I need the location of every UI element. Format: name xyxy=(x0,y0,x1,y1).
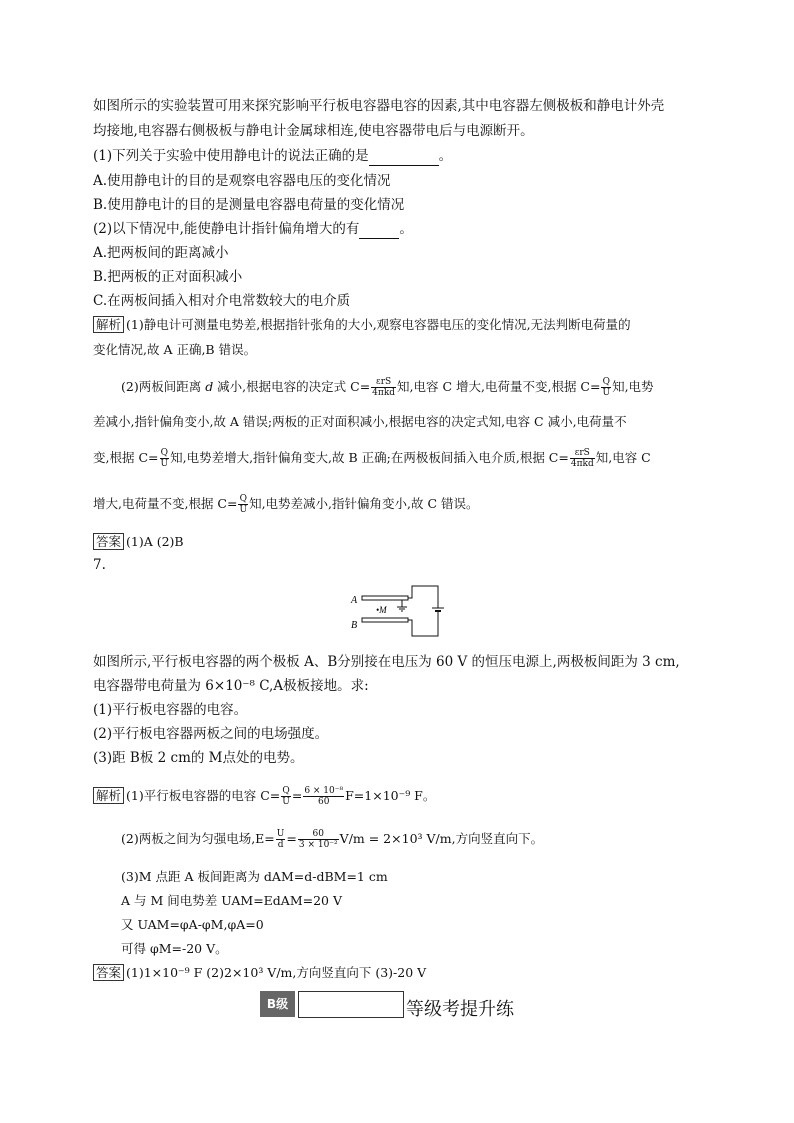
q-over-u-formula: $\frac{Q}{U}$ xyxy=(160,448,169,469)
plate-b xyxy=(362,618,408,622)
q-over-u-formula: $\frac{Q}{U}$ xyxy=(602,377,611,398)
section-title: 等级考提升练 xyxy=(406,999,514,1020)
q6-analysis-line6: 增大,电荷量不变,根据 C= $\frac{Q}{U}$ 知,电势差减小,指针偏角变小,故 C 错误。 xyxy=(93,494,479,515)
answer-tag: 答案 xyxy=(93,964,124,981)
q-over-u-formula: $\frac{Q}{U}$ xyxy=(282,786,290,807)
q7-number: 7. xyxy=(93,557,106,573)
q6-part2-option-b: B.把两板的正对面积减小 xyxy=(93,269,243,285)
wire-bottom xyxy=(408,611,438,636)
q7-solution-1: 解析 (1)平行板电容器的电容 C= $\frac{Q}{U}$ = $\frac{\text{6 × 10⁻⁸}}{60}$ F=1×10⁻⁹ F。 xyxy=(93,786,435,807)
q6-analysis-line4: 差减小,指针偏角变小,故 A 错误;两板的正对面积减小,根据电容的决定式知,电容 C 减小,电荷量不 xyxy=(93,414,627,429)
q7-req-3: (3)距 B板 2 cm的 M点处的电势。 xyxy=(93,750,304,766)
capacitor-circuit-diagram xyxy=(346,582,448,640)
q6-part1-option-b: B.使用静电计的目的是测量电容器电荷量的变化情况 xyxy=(93,197,405,213)
wire-top xyxy=(408,586,438,608)
q7-req-1: (1)平行板电容器的电容。 xyxy=(93,702,248,718)
q6-part2: (2)以下情况中,能使静电计指针偏角增大的有 。 xyxy=(93,221,413,237)
label-b: B xyxy=(351,620,358,631)
q7-answer: 答案 (1)1×10⁻⁹ F (2)2×10³ V/m,方向竖直向下 (3)-20 V xyxy=(93,963,426,983)
q7-solution-4: A 与 M 间电势差 UAM=EdAM=20 V xyxy=(121,893,343,908)
q6-part2-option-a: A.把两板间的距离减小 xyxy=(93,245,229,261)
answer-blank-2[interactable] xyxy=(359,224,399,239)
q7-solution-2: (2)两板之间为匀强电场,E= $\frac{U}{d}$ = $\frac{60}{\text{3 × 10⁻²}}$ V/m = 2×10³ V/m,方向竖直向下。 xyxy=(121,829,544,850)
q6-stem-line1: 如图所示的实验装置可用来探究影响平行板电容器电容的因素,其中电容器左侧极板和静电计外壳 xyxy=(93,98,665,114)
q6-part2-option-c: C.在两板间插入相对介电常数较大的电介质 xyxy=(93,293,351,309)
label-m: •M xyxy=(376,605,387,615)
analysis-tag: 解析 xyxy=(93,316,124,333)
q6-part1-option-a: A.使用静电计的目的是观察电容器电压的变化情况 xyxy=(93,173,391,189)
q7-solution-6: 可得 φM=-20 V。 xyxy=(121,941,228,956)
answer-blank-1[interactable] xyxy=(369,151,439,166)
capacitance-calc: $\frac{\text{6 × 10⁻⁸}}{60}$ xyxy=(304,786,344,807)
u-over-d-formula: $\frac{U}{d}$ xyxy=(276,829,285,850)
q6-analysis-line2: 变化情况,故 A 正确,B 错误。 xyxy=(93,342,257,357)
analysis-tag: 解析 xyxy=(93,787,124,804)
q6-analysis-line5: 变,根据 C= $\frac{Q}{U}$ 知,电势差增大,指针偏角变大,故 B 正确;在两极板间插入电介质,根据 C= $\frac{\text{εrS}}{\text{4πkd}}$ 知,电容 C xyxy=(93,448,651,469)
q7-solution-3: (3)M 点距 A 板间距离为 dAM=d-dBM=1 cm xyxy=(121,869,388,884)
q6-analysis-line1: 解析 (1)静电计可测量电势差,根据指针张角的大小,观察电容器电压的变化情况,无法判断电荷量的 xyxy=(93,315,631,335)
q6-analysis-line3: (2)两板间距离 d 减小,根据电容的决定式 C= $\frac{\text{εrS}}{\text{4πkd}}$ 知,电容 C 增大,电荷量不变,根据 C= $\frac{Q}{U}$ 知,电势 xyxy=(121,377,654,398)
label-a: A xyxy=(351,595,358,606)
answer-tag: 答案 xyxy=(93,533,124,550)
banner-blank-box xyxy=(298,991,404,1018)
capacitance-formula: $\frac{\text{εrS}}{\text{4πkd}}$ xyxy=(372,377,396,398)
q7-stem-line1: 如图所示,平行板电容器的两个极板 A、B分别接在电压为 60 V 的恒压电源上,两极板间距为 3 cm, xyxy=(93,654,680,670)
level-badge: B级 xyxy=(260,991,295,1017)
plate-a xyxy=(362,596,408,600)
capacitance-formula: $\frac{\text{εrS}}{\text{4πkd}}$ xyxy=(570,448,594,469)
q7-solution-5: 又 UAM=φA-φM,φA=0 xyxy=(121,917,264,932)
q-over-u-formula: $\frac{Q}{U}$ xyxy=(239,494,248,515)
q6-part1: (1)下列关于实验中使用静电计的说法正确的是 。 xyxy=(93,148,453,164)
field-calc: $\frac{60}{\text{3 × 10⁻²}}$ xyxy=(298,829,338,850)
q6-answer: 答案 (1)A (2)B xyxy=(93,532,184,552)
q6-stem-line2: 均接地,电容器右侧极板与静电计金属球相连,使电容器带电后与电源断开。 xyxy=(93,123,534,139)
q7-req-2: (2)平行板电容器两板之间的电场强度。 xyxy=(93,726,329,742)
q7-stem-line2: 电容器带电荷量为 6×10⁻⁸ C,A极板接地。求: xyxy=(93,678,369,694)
